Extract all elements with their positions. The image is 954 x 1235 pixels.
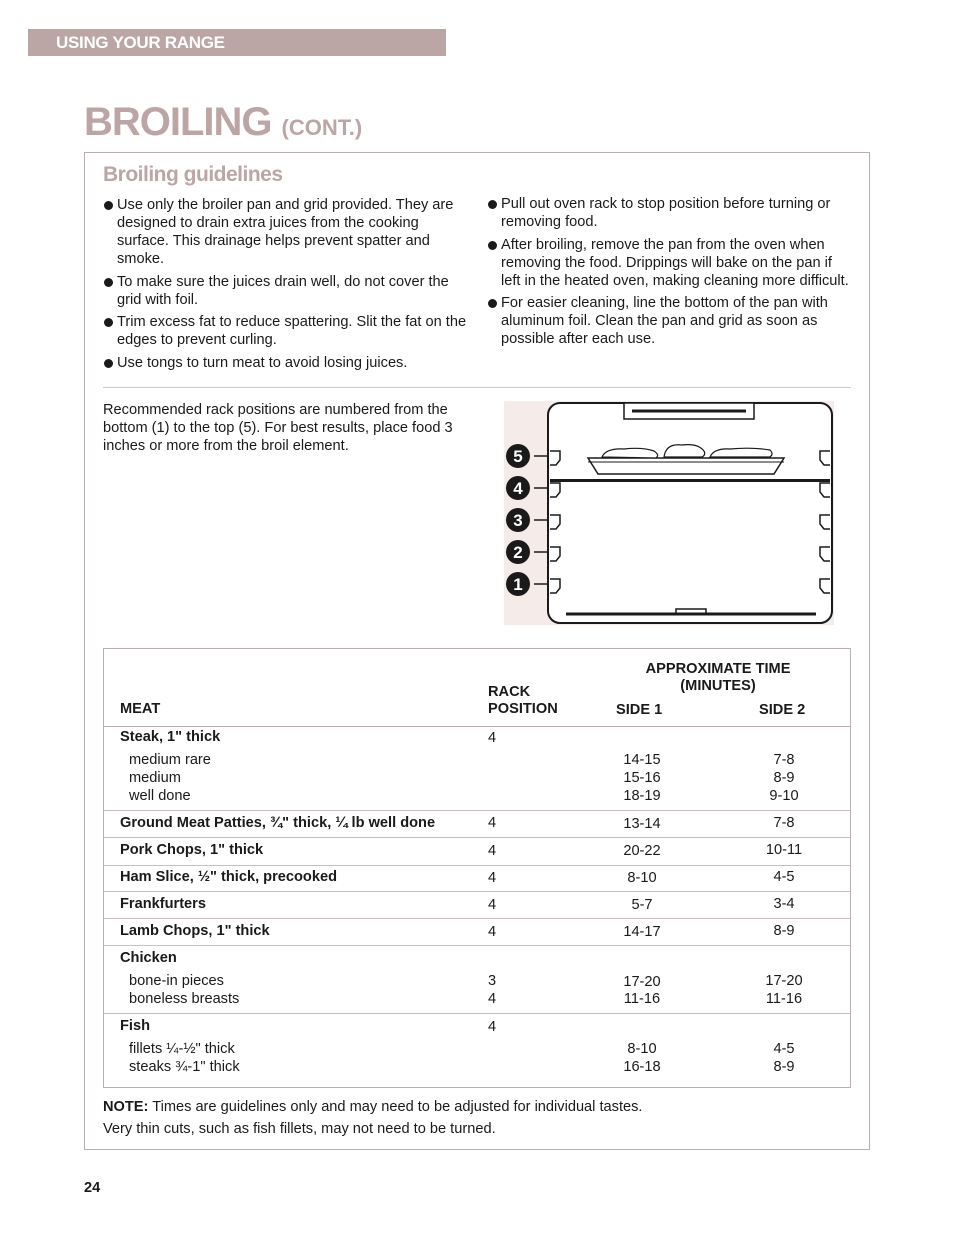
bullet-icon	[488, 299, 497, 308]
table-row-meat: well done	[129, 788, 191, 804]
page-number: 24	[84, 1180, 101, 1196]
table-row-meat: steaks ¾-1" thick	[129, 1059, 240, 1075]
table-row-meat: Pork Chops, 1" thick	[120, 842, 264, 858]
note-line2: Very thin cuts, such as fish fillets, may not need to be turned.	[103, 1121, 496, 1137]
rack-position-text: Recommended rack positions are numbered from the bottom (1) to the top (5). For best results, place food 3 inches or more from the broil element.	[103, 402, 453, 454]
table-row-meat: Steak, 1" thick	[120, 729, 221, 745]
table-row-rack: 4	[488, 991, 497, 1007]
table-row-side1: 18-19	[623, 788, 661, 804]
header-side2: SIDE 2	[759, 702, 806, 718]
table-row-meat: Frankfurters	[120, 896, 206, 912]
guideline-item: For easier cleaning, line the bottom of the pan with aluminum foil. Clean the pan and grid as soon as possible after each use.	[487, 294, 852, 348]
table-row-side1: 15-16	[623, 770, 661, 786]
row-divider	[104, 1013, 850, 1014]
row-divider	[104, 945, 850, 946]
table-row-meat: Chicken	[120, 950, 177, 966]
oven-rack-diagram	[504, 401, 834, 625]
table-row-meat: medium rare	[129, 752, 211, 768]
bullet-icon	[488, 241, 497, 250]
row-divider	[104, 837, 850, 838]
table-row-rack: 4	[488, 924, 497, 940]
oven-rack	[550, 479, 830, 482]
table-row-side2: 17-20	[765, 973, 803, 989]
header-approx-time-line2: (MINUTES)	[680, 678, 756, 694]
guidelines-heading: Broiling guidelines	[103, 163, 283, 186]
guideline-item: After broiling, remove the pan from the oven when removing the food. Drippings will bake on the pan if left in the heated oven, making cleaning more difficult.	[487, 236, 852, 290]
bullet-icon	[488, 200, 497, 209]
page-title	[84, 98, 362, 152]
table-row-rack: 3	[488, 973, 497, 989]
table-row-side2: 4-5	[773, 1041, 795, 1057]
table-row-meat: Lamb Chops, 1" thick	[120, 923, 270, 939]
table-row-side1: 14-17	[623, 924, 661, 940]
table-row-side2: 8-9	[773, 1059, 795, 1075]
oven-cavity	[548, 403, 832, 623]
header-meat: MEAT	[120, 701, 161, 717]
table-row-side2: 8-9	[773, 770, 795, 786]
header-rack-line1: RACK	[488, 684, 531, 700]
row-divider	[104, 810, 850, 811]
table-row-side2: 7-8	[773, 752, 795, 768]
table-row-side1: 16-18	[623, 1059, 661, 1075]
table-row-meat: Fish	[120, 1018, 150, 1034]
page-title-main: BROILING	[84, 100, 272, 144]
table-row-meat: Ground Meat Patties, ¾" thick, ¼ lb well done	[120, 815, 436, 831]
table-row-rack: 4	[488, 870, 497, 886]
table-row-side1: 20-22	[623, 843, 661, 859]
header-rack-line2: POSITION	[488, 701, 558, 717]
section-label: USING YOUR RANGE	[56, 33, 225, 52]
table-row-side2: 7-8	[773, 815, 795, 831]
page-title-cont: (CONT.)	[281, 115, 363, 140]
table-row-rack: 4	[488, 843, 497, 859]
table-row-meat: Ham Slice, ½" thick, precooked	[120, 869, 337, 885]
header-approx-time-line1: APPROXIMATE TIME	[645, 661, 791, 677]
header-divider	[104, 726, 850, 727]
bullet-icon	[104, 278, 113, 287]
table-row-meat: fillets ¼-½" thick	[129, 1041, 235, 1057]
table-row-side1: 11-16	[623, 991, 661, 1007]
row-divider	[104, 891, 850, 892]
row-divider	[104, 865, 850, 866]
broiling-chart-table	[103, 648, 851, 1088]
header-side1: SIDE 1	[616, 702, 663, 718]
row-divider	[104, 918, 850, 919]
guideline-item: To make sure the juices drain well, do not cover the grid with foil.	[103, 273, 473, 309]
note-label: NOTE:	[103, 1099, 149, 1115]
table-row-side2: 9-10	[769, 788, 799, 804]
rack-number: 1	[513, 575, 523, 594]
table-row-side1: 17-20	[623, 974, 661, 990]
guideline-item: Pull out oven rack to stop position before turning or removing food.	[487, 195, 852, 231]
table-row-meat: boneless breasts	[129, 991, 240, 1007]
table-row-side2: 8-9	[773, 923, 795, 939]
section-banner	[28, 29, 446, 56]
section-divider	[103, 387, 851, 388]
table-row-rack: 4	[488, 1019, 497, 1035]
guidelines-list-left	[103, 196, 473, 376]
broiler-pan	[588, 458, 784, 474]
rack-number: 2	[513, 543, 523, 562]
table-row-side1: 13-14	[623, 816, 661, 832]
table-row-side1: 14-15	[623, 752, 661, 768]
bullet-icon	[104, 201, 113, 210]
table-row-side1: 8-10	[627, 1041, 657, 1057]
guidelines-list-right	[487, 195, 852, 353]
guideline-item: Use tongs to turn meat to avoid losing juices.	[103, 354, 473, 372]
table-row-side2: 3-4	[773, 896, 795, 912]
rack-number: 3	[513, 511, 523, 530]
table-row-rack: 4	[488, 897, 497, 913]
guideline-item: Trim excess fat to reduce spattering. Slit the fat on the edges to prevent curling.	[103, 313, 473, 349]
table-row-rack: 4	[488, 730, 497, 746]
table-row-meat: medium	[129, 770, 181, 786]
rack-number: 4	[513, 479, 523, 498]
table-row-side1: 5-7	[631, 897, 653, 913]
note-line1: Times are guidelines only and may need to be adjusted for individual tastes.	[152, 1099, 643, 1115]
table-row-meat: bone-in pieces	[129, 973, 224, 989]
guideline-item: Use only the broiler pan and grid provided. They are designed to drain extra juices from the cooking surface. This drainage helps prevent spatter and smoke.	[103, 196, 473, 268]
bullet-icon	[104, 318, 113, 327]
table-row-side2: 10-11	[765, 842, 803, 858]
table-row-side1: 8-10	[627, 870, 657, 886]
table-row-side2: 11-16	[765, 991, 803, 1007]
rack-number: 5	[513, 447, 523, 466]
bullet-icon	[104, 359, 113, 368]
note-text	[103, 1096, 853, 1140]
table-row-rack: 4	[488, 815, 497, 831]
table-row-side2: 4-5	[773, 869, 795, 885]
